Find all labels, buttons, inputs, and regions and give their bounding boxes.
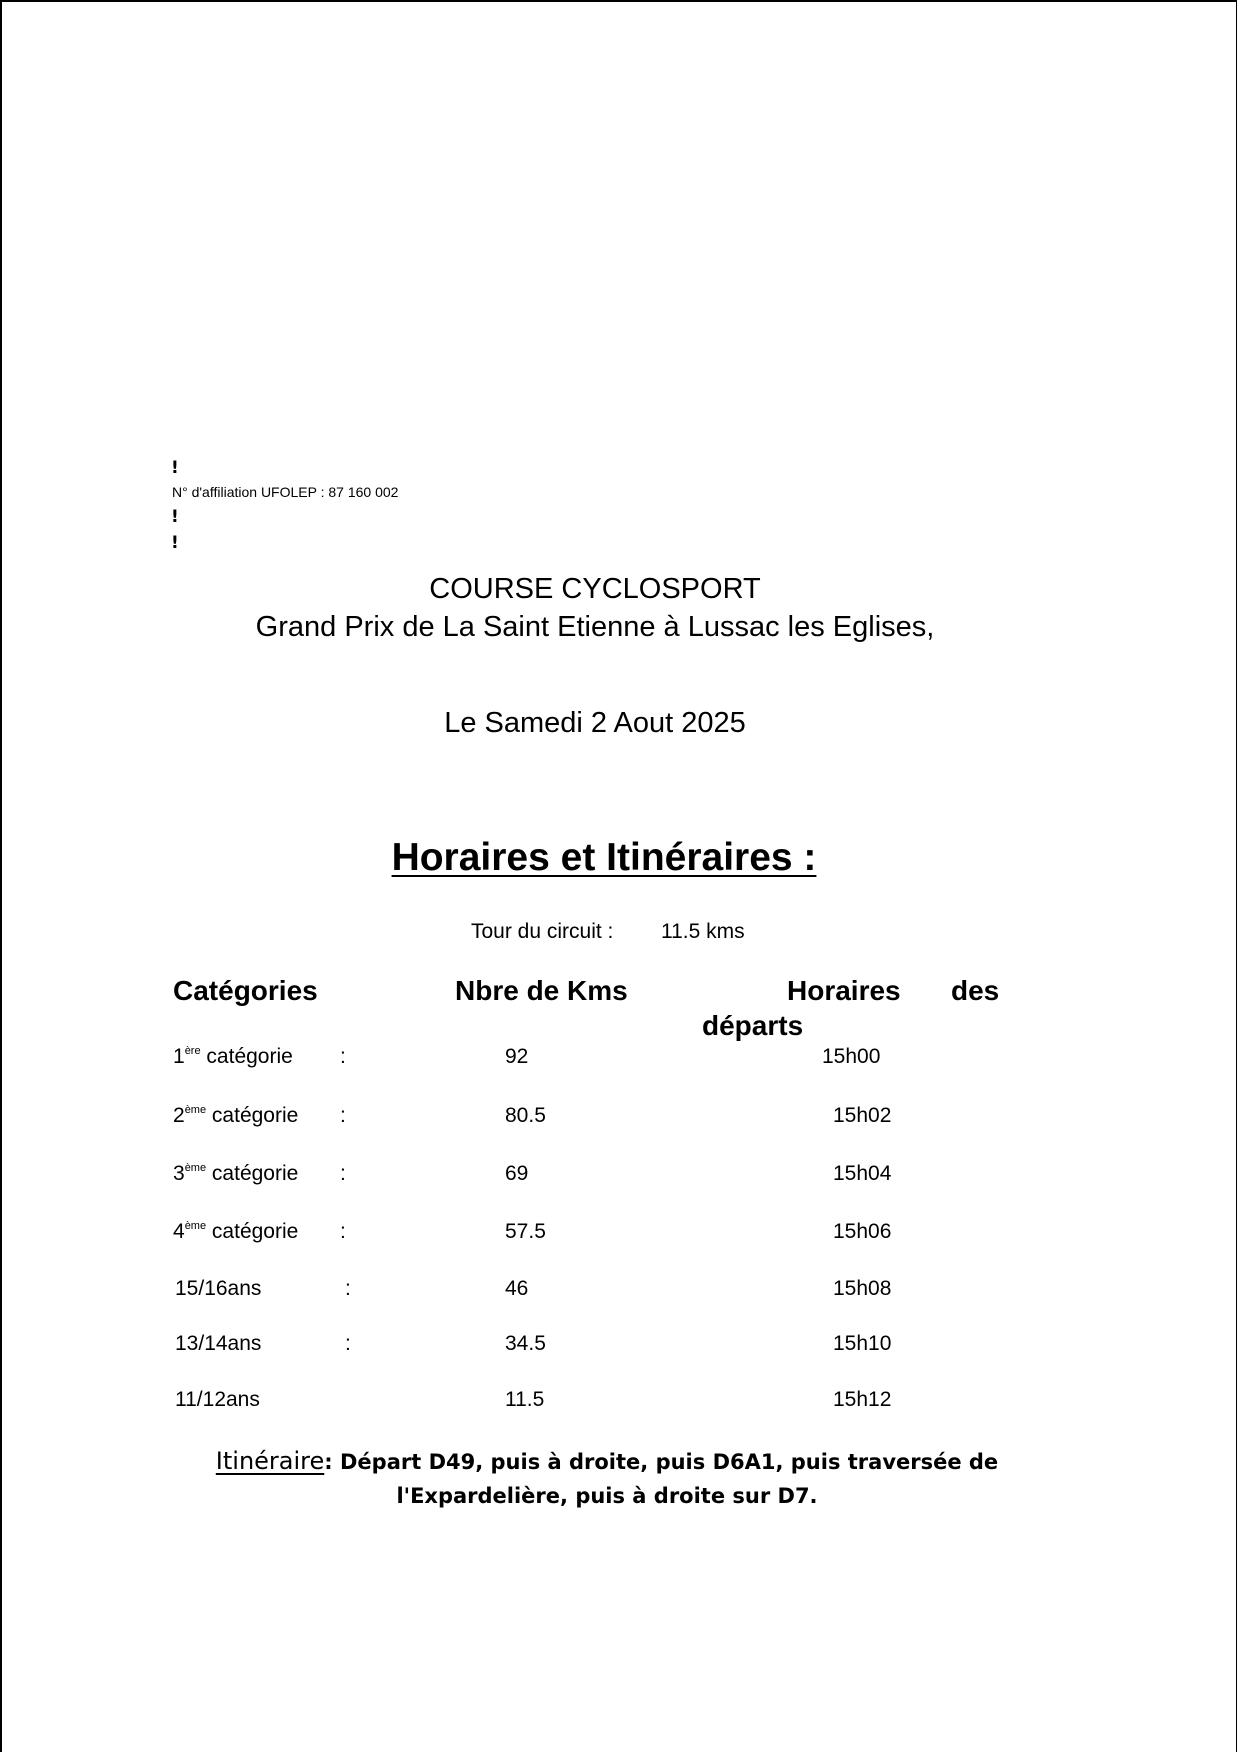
table-row-kms: 34.5 bbox=[505, 1332, 546, 1355]
event-date: Le Samedi 2 Aout 2025 bbox=[444, 707, 746, 739]
itinerary-line-2: l'Expardelière, puis à droite sur D7. bbox=[396, 1484, 818, 1508]
table-row-category: 2ème catégorie bbox=[173, 1104, 299, 1127]
itinerary-line-1: Itinéraire: Départ D49, puis à droite, puis D6A1, puis traversée de bbox=[215, 1447, 999, 1475]
table-row-category: 11/12ans bbox=[175, 1388, 260, 1411]
table-row-kms: 80.5 bbox=[505, 1104, 546, 1127]
table-row-category: 13/14ans bbox=[175, 1332, 262, 1355]
table-row-category: 15/16ans bbox=[175, 1277, 262, 1300]
table-row-kms: 57.5 bbox=[505, 1220, 546, 1243]
column-header-kms: Nbre de Kms bbox=[455, 975, 628, 1006]
event-title: COURSE CYCLOSPORT bbox=[429, 573, 761, 605]
table-row-kms: 69 bbox=[505, 1162, 529, 1185]
exclamation-mark: ! bbox=[171, 458, 179, 478]
table-row-time: 15h10 bbox=[833, 1332, 892, 1355]
table-row-colon: : bbox=[340, 1162, 346, 1185]
table-row-time: 15h06 bbox=[833, 1220, 892, 1243]
column-header-times: des bbox=[951, 975, 1000, 1006]
itinerary-label: Itinéraire bbox=[215, 1447, 325, 1475]
schedule-heading: Horaires et Itinéraires : bbox=[391, 836, 817, 879]
table-row-kms: 46 bbox=[505, 1277, 529, 1300]
table-row-colon: : bbox=[340, 1104, 346, 1127]
table-row-kms: 92 bbox=[505, 1045, 529, 1068]
table-row-colon: : bbox=[340, 1220, 346, 1243]
column-header-category: Catégories bbox=[173, 975, 318, 1006]
table-row-kms: 11.5 bbox=[505, 1388, 545, 1411]
column-header-times: départs bbox=[702, 1010, 804, 1041]
exclamation-mark: ! bbox=[171, 507, 179, 527]
table-row-time: 15h08 bbox=[833, 1277, 892, 1300]
table-row-category: 1ère catégorie bbox=[173, 1045, 293, 1068]
table-row-colon: : bbox=[345, 1332, 351, 1355]
table-row-category: 4ème catégorie bbox=[173, 1220, 299, 1243]
event-subtitle: Grand Prix de La Saint Etienne à Lussac les Eglises, bbox=[255, 611, 935, 643]
table-row-time: 15h02 bbox=[833, 1104, 892, 1127]
circuit-label: Tour du circuit : bbox=[471, 920, 614, 943]
table-row-colon: : bbox=[345, 1277, 351, 1300]
table-row-time: 15h12 bbox=[833, 1388, 892, 1411]
affiliation-number: N° d'affiliation UFOLEP : 87 160 002 bbox=[172, 484, 399, 500]
table-row-category: 3ème catégorie bbox=[173, 1162, 299, 1185]
exclamation-mark: ! bbox=[171, 533, 179, 553]
circuit-value: 11.5 kms bbox=[661, 920, 745, 943]
table-row-time: 15h04 bbox=[833, 1162, 892, 1185]
table-row-time: 15h00 bbox=[822, 1045, 881, 1068]
table-row-colon: : bbox=[340, 1045, 346, 1068]
column-header-times: Horaires bbox=[787, 975, 901, 1006]
